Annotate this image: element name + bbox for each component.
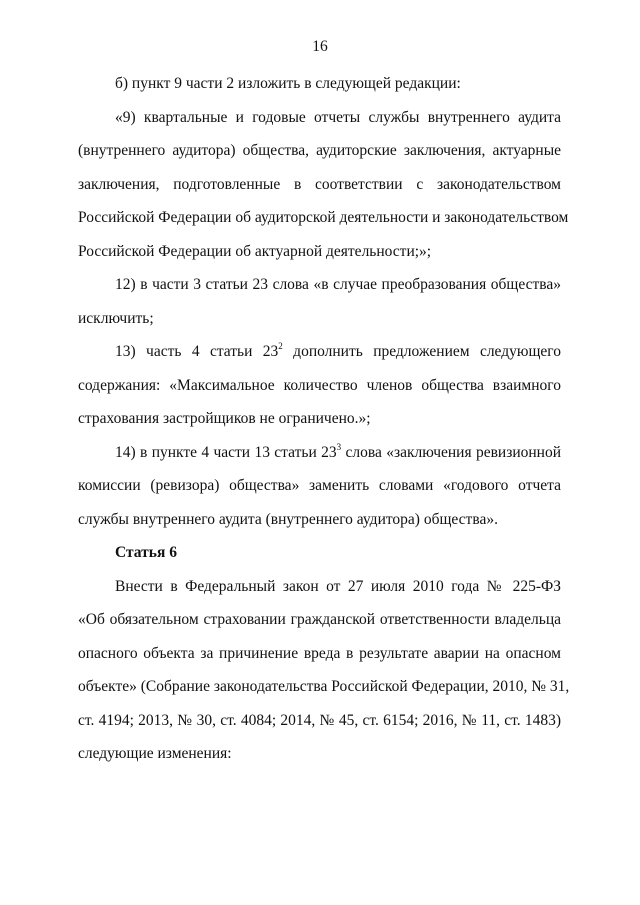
- paragraph-item-13: [78, 335, 561, 436]
- text-line: исключить;: [78, 309, 154, 327]
- superscript: 2: [278, 341, 283, 351]
- page-number: 16: [312, 38, 328, 55]
- article-heading: Статья 6: [115, 544, 177, 561]
- text-line: заключения, подготовленные в соответствии с законодательством: [78, 175, 561, 193]
- text-line: Внести в Федеральный закон от 27 июля 2010 года № 225-ФЗ: [115, 577, 561, 595]
- text-line: службы внутреннего аудита (внутреннего аудитора) общества».: [78, 510, 498, 528]
- text-line: 12) в части 3 статьи 23 слова «в случае преобразования общества»: [115, 276, 561, 293]
- text-line: Российской Федерации об аудиторской деятельности и законодательством: [78, 209, 569, 226]
- text-line: Российской Федерации об актуарной деятельности;»;: [78, 242, 432, 260]
- text-line: объекте» (Собрание законодательства Российской Федерации, 2010, № 31,: [78, 678, 570, 695]
- text-line: [78, 436, 561, 470]
- text-fragment: 13) часть 4 статьи 23: [115, 343, 279, 360]
- paragraph-item-b: [78, 67, 561, 101]
- text-fragment: 14) в пункте 4 части 13 статьи 23: [115, 443, 337, 461]
- document-body: [78, 67, 570, 771]
- text-line: комиссии (ревизора) общества» заменить словами «годового отчета: [78, 477, 561, 494]
- text-line: опасного объекта за причинение вреда в результате аварии на опасном: [78, 644, 561, 662]
- text-line: [78, 335, 561, 369]
- text-line: «9) квартальные и годовые отчеты службы внутреннего аудита: [115, 108, 561, 126]
- text-line: б) пункт 9 части 2 изложить в следующей редакции:: [115, 75, 461, 92]
- paragraph-item-9-quote: [78, 101, 569, 269]
- text-line: «Об обязательном страховании гражданской ответственности владельца: [78, 611, 561, 628]
- text-line: ст. 4194; 2013, № 30, ст. 4084; 2014, № 45, ст. 6154; 2016, № 11, ст. 1483): [78, 711, 561, 729]
- text-line: содержания: «Максимальное количество членов общества взаимного: [78, 376, 561, 394]
- paragraph-article-6: [78, 570, 570, 771]
- text-line: (внутреннего аудитора) общества, аудиторские заключения, актуарные: [78, 142, 561, 159]
- text-fragment: слова «заключения ревизионной: [341, 443, 561, 461]
- superscript: 3: [336, 441, 342, 452]
- text-fragment: дополнить предложением следующего: [282, 343, 561, 360]
- paragraph-item-12: [78, 268, 561, 335]
- paragraph-item-14: [78, 436, 561, 537]
- text-line: следующие изменения:: [78, 745, 232, 762]
- text-line: страхования застройщиков не ограничено.»;: [78, 410, 371, 427]
